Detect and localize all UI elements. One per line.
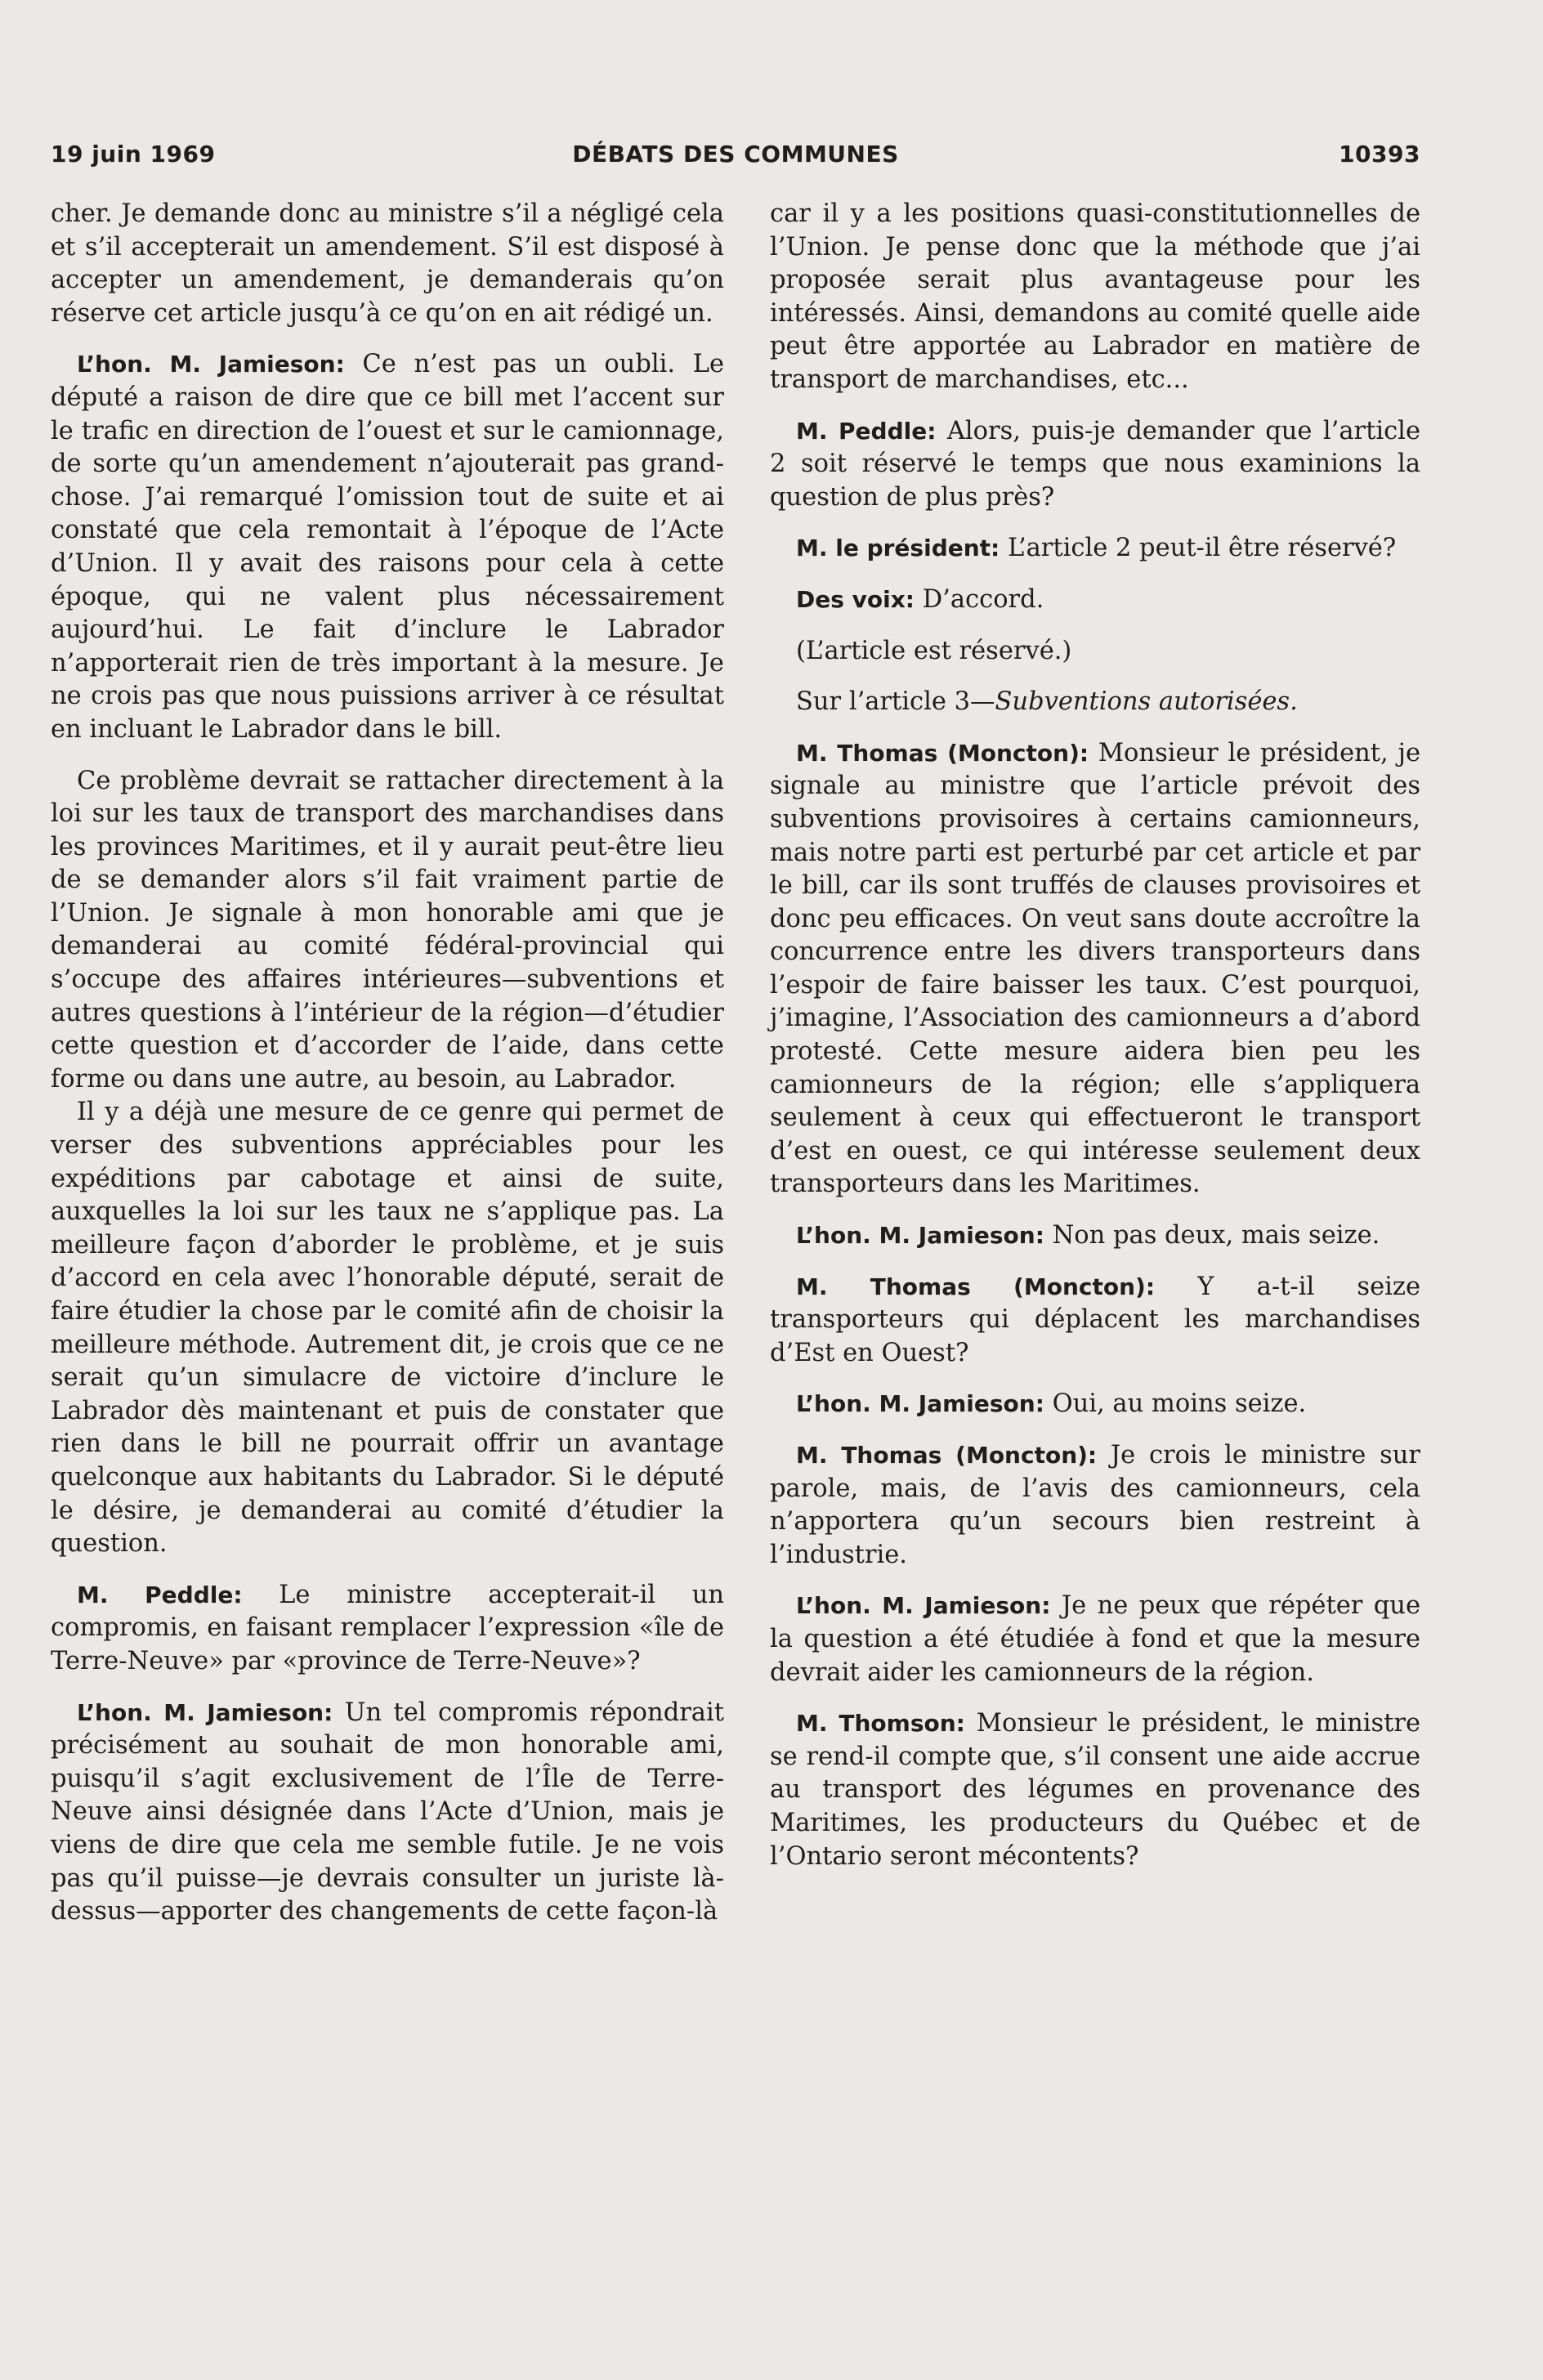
paragraph	[51, 348, 724, 746]
header-date: 19 juin 1969	[51, 141, 216, 168]
right-column	[770, 198, 1420, 1873]
speaker-name: L’hon. M. Jamieson:	[796, 1390, 1044, 1418]
header-title: DÉBATS DES COMMUNES	[572, 141, 899, 168]
paragraph-text: Non pas deux, mais seize.	[1052, 1221, 1380, 1250]
paragraph	[770, 198, 1420, 397]
paragraph	[770, 1707, 1420, 1873]
paragraph	[770, 1590, 1420, 1689]
paragraph-text: cher. Je demande donc au ministre s’il a négligé cela et s’il accepterait un amendement. S’il est disposé à accepter un amendement, je demanderais qu’on réserve cet article jusqu’à ce qu’on en ait rédigé un.	[51, 199, 724, 328]
paragraph-text: Il y a déjà une mesure de ce genre qui permet de verser des subventions appréciables pour les expéditions par cabotage et ainsi de suite, auxquelles la loi sur les taux ne s’applique pas. La meilleure façon d’aborder le problème, et je suis d’accord en cela avec l’honorable député, serait de faire étudier la chose par le comité afin de choisir la meilleure méthode. Autrement dit, je crois que ce ne serait qu’un simulacre de victoire d’inclure le Labrador dès maintenant et puis de constater que rien dans le bill ne pourrait offrir un avantage quelconque aux habitants du Labrador. Si le député le désire, je demanderai au comité d’étudier la question.	[51, 1098, 724, 1559]
speaker-name: M. Thomas (Moncton):	[796, 1442, 1098, 1469]
paragraph	[51, 1579, 724, 1679]
speaker-name: M. le président:	[796, 535, 1000, 562]
speaker-name: L’hon. M. Jamieson:	[77, 351, 345, 378]
speaker-name: M. Peddle:	[77, 1581, 243, 1608]
paragraph	[51, 1697, 724, 1929]
header-page-number: 10393	[1339, 141, 1420, 168]
paragraph	[770, 635, 1420, 669]
paragraph-text: Oui, au moins seize.	[1052, 1389, 1307, 1419]
paragraph	[770, 1219, 1420, 1253]
paragraph	[770, 1439, 1420, 1572]
paragraph-italic-text: Subventions autorisées.	[995, 687, 1298, 717]
paragraph	[51, 198, 724, 330]
paragraph-text: D’accord.	[922, 584, 1044, 614]
paragraph-text: Le ministre accepterait-il un compromis, en faisant remplacer l’expression «île de Terre-Neuve» par «province de Terre-Neuve»?	[51, 1580, 724, 1675]
paragraph-text: Je crois le ministre sur parole, mais, de l’avis des camionneurs, cela n’apportera qu’un secours bien restreint à l’industrie.	[770, 1441, 1421, 1569]
speaker-name: M. Thomas (Moncton):	[796, 1273, 1156, 1300]
paragraph-text: Sur l’article 3—	[796, 687, 995, 717]
paragraph	[51, 1096, 724, 1560]
paragraph	[770, 532, 1420, 566]
paragraph	[51, 765, 724, 1097]
paragraph-text: Alors, puis-je demander que l’article 2 soit réservé le temps que nous examinions la question de plus près?	[770, 416, 1420, 512]
paragraph-text: Un tel compromis répondrait précisément au souhait de mon honorable ami, puisqu’il s’agit exclusivement de l’Île de Terre-Neuve ainsi désignée dans l’Acte d’Union, mais je viens de dire que cela me semble futile. Je ne vois pas qu’il puisse—je devrais consulter un juriste là-dessus—apporter des changements de cette façon-là	[51, 1698, 724, 1926]
paragraph-text: (L’article est réservé.)	[796, 636, 1072, 665]
paragraph-text: Monsieur le président, je signale au ministre que l’article prévoit des subventions provisoires à certains camionneurs, mais notre parti est perturbé par cet article et par le bill, car ils sont truffés de clauses provisoires et donc peu efficaces. On veut sans doute accroître la concurrence entre les divers transporteurs dans l’espoir de faire baisser les taux. C’est pourquoi, j’imagine, l’Association des camionneurs a d’abord protesté. Cette mesure aidera bien peu les camionneurs de la région; elle s’appliquera seulement à ceux qui effectueront le transport d’est en ouest, ce qui intéresse seulement deux transporteurs dans les Maritimes.	[770, 738, 1421, 1199]
paragraph-text: car il y a les positions quasi-constitutionnelles de l’Union. Je pense donc que la méthode que j’ai proposée serait plus avantageuse pour les intéressés. Ainsi, demandons au comité quelle aide peut être apportée au Labrador en matière de transport de marchandises, etc...	[770, 199, 1420, 394]
paragraph-text: Y a-t-il seize transporteurs qui déplacent les marchandises d’Est en Ouest?	[770, 1272, 1420, 1367]
paragraph	[770, 737, 1420, 1201]
speaker-name: L’hon. M. Jamieson:	[796, 1592, 1051, 1620]
paragraph-text: L’article 2 peut-il être réservé?	[1007, 534, 1397, 563]
paragraph-text: Je ne peux que répéter que la question a été étudiée à fond et que la mesure devrait aider les camionneurs de la région.	[770, 1591, 1420, 1687]
paragraph-text: Ce problème devrait se rattacher directement à la loi sur les taux de transport des marchandises dans les provinces Maritimes, et il y aurait peut-être lieu de se demander alors s’il fait vraiment partie de l’Union. Je signale à mon honorable ami que je demanderai au comité fédéral-provincial qui s’occupe des affaires intérieures—subventions et autres questions à l’intérieur de la région—d’étudier cette question et d’accorder de l’aide, dans cette forme ou dans une autre, au besoin, au Labrador.	[51, 766, 724, 1094]
speaker-name: M. Peddle:	[796, 417, 937, 445]
paragraph	[770, 1271, 1420, 1371]
speaker-name: M. Thomas (Moncton):	[796, 739, 1089, 767]
speaker-name: L’hon. M. Jamieson:	[77, 1698, 333, 1726]
paragraph	[770, 584, 1420, 617]
paragraph	[770, 1388, 1420, 1421]
speaker-name: M. Thomson:	[796, 1710, 965, 1738]
paragraph-text: Ce n’est pas un oubli. Le député a raison de dire que ce bill met l’accent sur le trafic en direction de l’ouest et sur le camionnage, de sorte qu’un amendement n’ajouterait pas grand-chose. J’ai remarqué l’omission tout de suite et ai constaté que cela remontait à l’époque de l’Acte d’Union. Il y avait des raisons pour cela à cette époque, qui ne valent plus nécessairement aujourd’hui. Le fait d’inclure le Labrador n’apporterait rien de très important à la mesure. Je ne crois pas que nous puissions arriver à ce résultat en incluant le Labrador dans le bill.	[51, 350, 724, 744]
left-column	[51, 198, 724, 1929]
paragraph-text: Monsieur le président, le ministre se rend-il compte que, s’il consent une aide accrue au transport des légumes en provenance des Maritimes, les producteurs du Québec et de l’Ontario seront mécontents?	[770, 1709, 1421, 1871]
page-header	[51, 141, 1420, 173]
paragraph	[770, 415, 1420, 515]
paragraph	[770, 686, 1420, 719]
speaker-name: Des voix:	[796, 585, 915, 613]
speaker-name: L’hon. M. Jamieson:	[796, 1222, 1044, 1250]
